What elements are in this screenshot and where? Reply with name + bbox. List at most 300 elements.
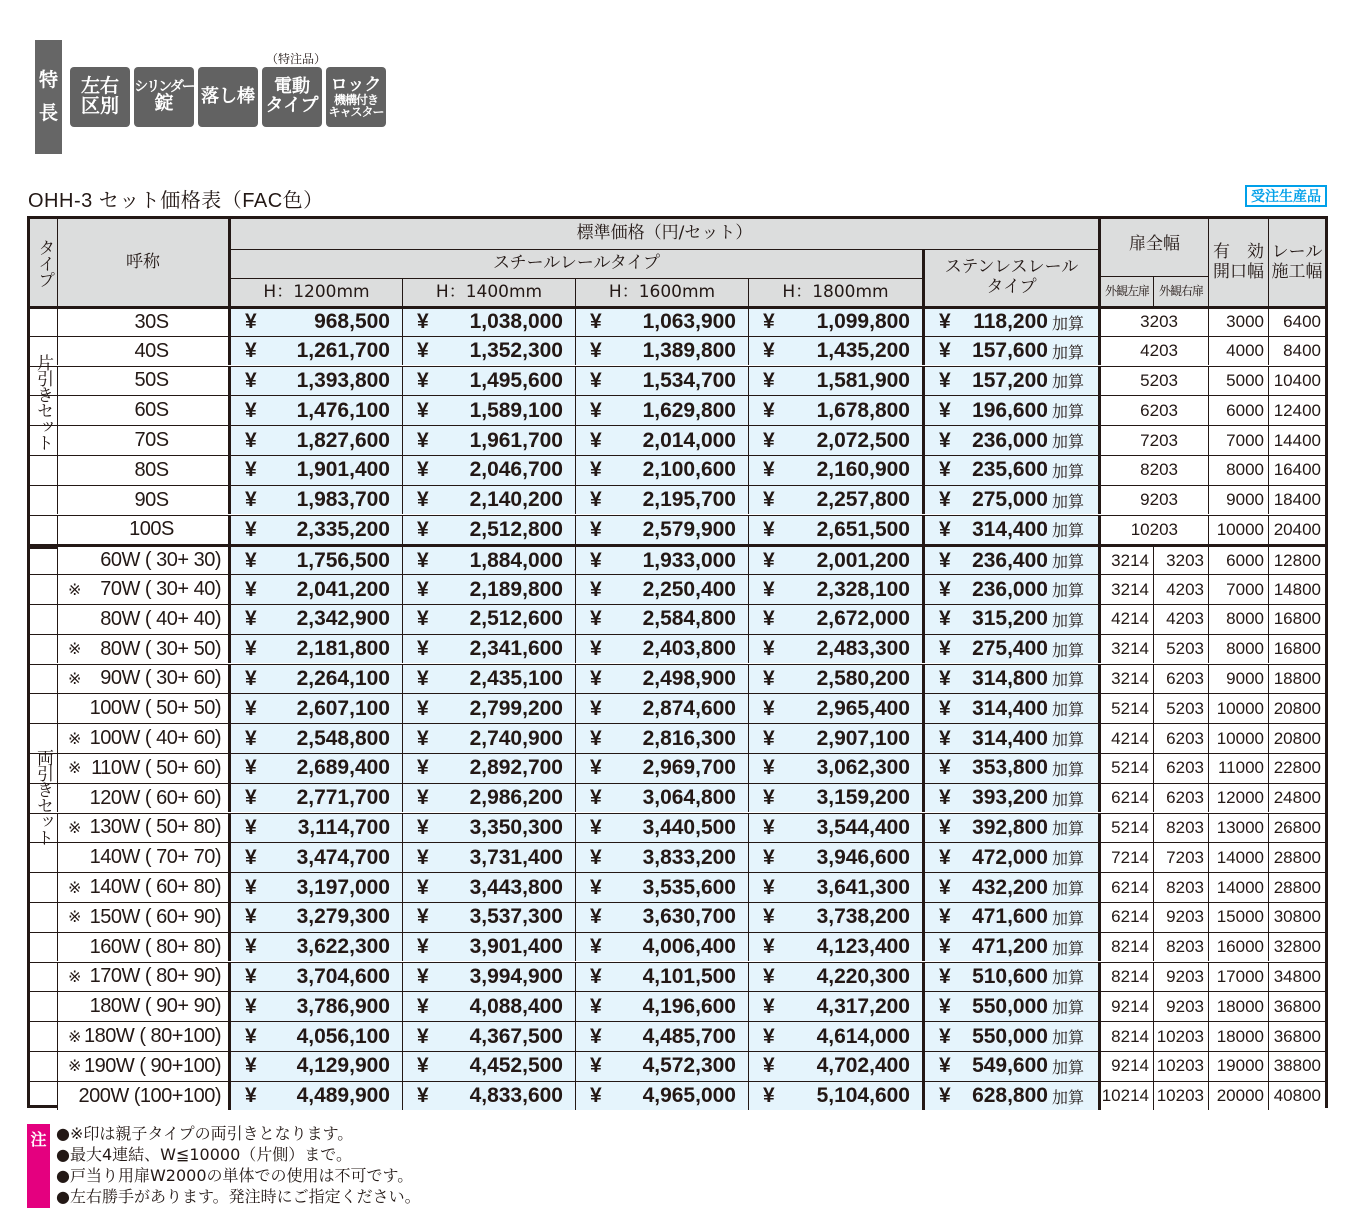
row-name-text: 170W ( 80+ 90)	[89, 965, 221, 988]
table-row	[30, 336, 1325, 366]
feature-text: 電動	[273, 76, 310, 98]
opening-width: 10000	[1208, 724, 1268, 753]
yen-symbol: ¥	[939, 458, 951, 482]
yen-symbol: ¥	[939, 577, 951, 601]
door-right-width: 6203	[1153, 724, 1208, 753]
opening-width: 11000	[1208, 754, 1268, 783]
row-name	[57, 992, 231, 1021]
yen-symbol: ¥	[417, 994, 429, 1018]
price-h1200	[228, 426, 402, 455]
feature-text: 区別	[80, 95, 119, 117]
table-row	[30, 395, 1325, 425]
yen-symbol: ¥	[763, 517, 775, 541]
price-value: 1,961,700	[469, 428, 563, 452]
yen-symbol: ¥	[245, 815, 257, 839]
price-value: 1,261,700	[296, 339, 390, 363]
row-name	[57, 724, 231, 753]
opening-width: 6000	[1208, 396, 1268, 425]
yen-symbol: ¥	[590, 398, 602, 422]
price-value: 4,614,000	[816, 1024, 910, 1048]
yen-symbol: ¥	[590, 637, 602, 661]
yen-symbol: ¥	[590, 726, 602, 750]
price-value: 4,101,500	[642, 964, 736, 988]
price-h1400	[402, 1052, 575, 1081]
yen-symbol: ¥	[590, 666, 602, 690]
price-value: 3,197,000	[296, 875, 390, 899]
header-steel-rail: スチールレールタイプ	[228, 250, 922, 279]
features-label-char: 特	[38, 69, 58, 91]
price-value: 1,827,600	[296, 428, 390, 452]
yen-symbol: ¥	[417, 339, 429, 363]
price-value: 2,969,700	[642, 756, 736, 780]
table-row	[30, 783, 1325, 813]
header-name: 呼称	[57, 219, 228, 306]
yen-symbol: ¥	[763, 845, 775, 869]
table-row	[30, 634, 1325, 664]
row-name	[57, 605, 231, 634]
price-h1800	[748, 665, 922, 694]
door-right-width: 3203	[1153, 547, 1208, 574]
door-left-width: 6214	[1098, 784, 1153, 813]
price-h1400	[402, 635, 575, 664]
features-label-char: 長	[38, 102, 58, 124]
table-row	[30, 366, 1325, 396]
row-name-text: 120W ( 60+ 60)	[89, 786, 221, 809]
price-stainless-add	[922, 903, 1098, 932]
row-name	[57, 814, 231, 843]
row-name	[57, 843, 231, 872]
yen-symbol: ¥	[245, 756, 257, 780]
table-row	[30, 932, 1325, 962]
price-h1800	[748, 367, 922, 396]
note-item: ●※印は親子タイプの両引きとなります。	[56, 1124, 354, 1143]
price-value: 1,476,100	[296, 398, 390, 422]
price-value: 2,584,800	[642, 607, 736, 631]
price-value: 4,088,400	[469, 994, 563, 1018]
yen-symbol: ¥	[939, 488, 951, 512]
yen-symbol: ¥	[417, 756, 429, 780]
price-value: 235,600	[972, 458, 1048, 482]
price-h1200	[228, 337, 402, 366]
row-name	[57, 309, 231, 336]
parent-child-mark: ※	[68, 730, 81, 748]
header-h1800: H：1800mm	[748, 279, 922, 306]
rail-width: 8400	[1268, 337, 1325, 366]
price-stainless-add	[922, 605, 1098, 634]
yen-symbol: ¥	[245, 577, 257, 601]
row-name-text: 70W ( 30+ 40)	[100, 578, 221, 601]
price-value: 1,063,900	[642, 310, 736, 334]
yen-symbol: ¥	[939, 1084, 951, 1108]
price-value: 3,474,700	[296, 845, 390, 869]
price-value: 1,983,700	[296, 488, 390, 512]
price-value: 2,907,100	[816, 726, 910, 750]
price-value: 2,651,500	[816, 517, 910, 541]
yen-symbol: ¥	[417, 666, 429, 690]
yen-symbol: ¥	[763, 1084, 775, 1108]
yen-symbol: ¥	[763, 905, 775, 929]
price-value: 2,435,100	[469, 666, 563, 690]
row-name	[57, 337, 231, 366]
price-h1200	[228, 992, 402, 1021]
add-label: 加算	[1051, 1089, 1084, 1107]
yen-symbol: ¥	[763, 607, 775, 631]
table-row	[30, 664, 1325, 694]
opening-width: 17000	[1208, 963, 1268, 992]
yen-symbol: ¥	[245, 637, 257, 661]
price-h1400	[402, 1082, 575, 1111]
yen-symbol: ¥	[417, 696, 429, 720]
rail-width: 26800	[1268, 814, 1325, 843]
yen-symbol: ¥	[245, 845, 257, 869]
yen-symbol: ¥	[245, 994, 257, 1018]
price-value: 1,629,800	[642, 398, 736, 422]
rail-width: 20800	[1268, 694, 1325, 723]
yen-symbol: ¥	[245, 458, 257, 482]
door-right-width: 10203	[1153, 1052, 1208, 1081]
price-stainless-add	[922, 873, 1098, 902]
yen-symbol: ¥	[245, 548, 257, 572]
price-h1400	[402, 605, 575, 634]
price-value: 2,498,900	[642, 666, 736, 690]
yen-symbol: ¥	[939, 964, 951, 988]
header-stainless-rail	[922, 250, 1098, 306]
rail-width: 40800	[1268, 1082, 1325, 1111]
table-row	[30, 723, 1325, 753]
row-name	[57, 873, 231, 902]
door-right-width: 6203	[1153, 784, 1208, 813]
price-value: 2,140,200	[469, 488, 563, 512]
opening-width: 5000	[1208, 367, 1268, 396]
price-value: 4,317,200	[816, 994, 910, 1018]
yen-symbol: ¥	[245, 368, 257, 392]
door-width: 10203	[1098, 516, 1208, 545]
door-left-width: 3214	[1098, 547, 1153, 574]
opening-width: 18000	[1208, 992, 1268, 1021]
yen-symbol: ¥	[417, 637, 429, 661]
add-label: 加算	[1051, 554, 1084, 572]
yen-symbol: ¥	[417, 935, 429, 959]
price-value: 2,579,900	[642, 517, 736, 541]
door-left-width: 3214	[1098, 575, 1153, 604]
row-name-text: 200W (100+100)	[78, 1084, 221, 1107]
yen-symbol: ¥	[245, 1084, 257, 1108]
price-value: 353,800	[972, 756, 1048, 780]
price-h1600	[575, 814, 748, 843]
yen-symbol: ¥	[417, 458, 429, 482]
row-name-text: 80S	[134, 458, 169, 481]
opening-width: 6000	[1208, 547, 1268, 574]
price-h1600	[575, 456, 748, 485]
opening-width: 13000	[1208, 814, 1268, 843]
yen-symbol: ¥	[590, 577, 602, 601]
feature-text: タイプ	[265, 95, 319, 116]
opening-width: 12000	[1208, 784, 1268, 813]
price-value: 4,129,900	[296, 1054, 390, 1078]
features-label	[35, 40, 62, 154]
add-label: 加算	[1051, 881, 1084, 899]
door-right-width: 4203	[1153, 575, 1208, 604]
yen-symbol: ¥	[245, 935, 257, 959]
price-h1400	[402, 754, 575, 783]
rail-width: 12800	[1268, 547, 1325, 574]
price-stainless-add	[922, 1022, 1098, 1051]
yen-symbol: ¥	[763, 548, 775, 572]
door-left-width: 5214	[1098, 694, 1153, 723]
yen-symbol: ¥	[763, 1054, 775, 1078]
feature-text: 錠	[154, 92, 174, 115]
price-h1800	[748, 1082, 922, 1111]
price-stainless-add	[922, 575, 1098, 604]
price-h1600	[575, 516, 748, 545]
header-text: ステンレスレール	[944, 257, 1079, 278]
price-h1200	[228, 367, 402, 396]
price-h1600	[575, 992, 748, 1021]
opening-width: 8000	[1208, 605, 1268, 634]
door-left-width: 3214	[1098, 665, 1153, 694]
add-label: 加算	[1051, 434, 1084, 452]
price-h1600	[575, 367, 748, 396]
rail-width: 30800	[1268, 903, 1325, 932]
price-value: 2,799,200	[469, 696, 563, 720]
add-label: 加算	[1051, 642, 1084, 660]
price-value: 3,114,700	[297, 815, 390, 839]
door-left-width: 5214	[1098, 814, 1153, 843]
yen-symbol: ¥	[939, 875, 951, 899]
price-h1600	[575, 933, 748, 962]
group-label: 両引きセット	[33, 749, 53, 845]
price-value: 1,884,000	[469, 548, 563, 572]
price-h1600	[575, 1052, 748, 1081]
price-h1800	[748, 754, 922, 783]
price-h1600	[575, 724, 748, 753]
yen-symbol: ¥	[417, 368, 429, 392]
yen-symbol: ¥	[590, 756, 602, 780]
add-label: 加算	[1051, 523, 1084, 541]
price-h1200	[228, 694, 402, 723]
price-value: 432,200	[972, 875, 1048, 899]
yen-symbol: ¥	[245, 1054, 257, 1078]
row-name	[57, 396, 231, 425]
header-door-width: 扉全幅	[1098, 219, 1208, 277]
add-label: 加算	[1051, 463, 1084, 481]
feature-text: 落し棒	[201, 85, 255, 107]
price-value: 2,740,900	[469, 726, 563, 750]
price-h1200	[228, 665, 402, 694]
yen-symbol: ¥	[939, 398, 951, 422]
row-name	[57, 486, 231, 515]
rail-width: 36800	[1268, 1022, 1325, 1051]
price-stainless-add	[922, 309, 1098, 336]
yen-symbol: ¥	[417, 1084, 429, 1108]
rail-width: 16800	[1268, 605, 1325, 634]
row-name-text: 150W ( 60+ 90)	[89, 905, 221, 928]
price-stainless-add	[922, 547, 1098, 574]
yen-symbol: ¥	[939, 428, 951, 452]
group-label: 片引きセット	[33, 354, 53, 450]
price-value: 2,607,100	[296, 696, 390, 720]
row-name	[57, 694, 231, 723]
yen-symbol: ¥	[590, 935, 602, 959]
rail-width: 28800	[1268, 843, 1325, 872]
add-label: 加算	[1051, 1030, 1084, 1048]
price-value: 2,965,400	[816, 696, 910, 720]
price-value: 4,056,100	[296, 1024, 390, 1048]
door-right-width: 9203	[1153, 992, 1208, 1021]
price-h1600	[575, 396, 748, 425]
row-name	[57, 367, 231, 396]
row-name	[57, 1082, 231, 1111]
opening-width: 14000	[1208, 843, 1268, 872]
yen-symbol: ¥	[417, 428, 429, 452]
price-value: 3,738,200	[816, 905, 910, 929]
table-row	[30, 544, 1325, 574]
door-right-width: 9203	[1153, 903, 1208, 932]
feature-text: 左右	[80, 75, 119, 98]
yen-symbol: ¥	[939, 726, 951, 750]
rail-width: 10400	[1268, 367, 1325, 396]
table-row	[30, 306, 1325, 336]
add-label: 加算	[1051, 970, 1084, 988]
price-value: 4,833,600	[469, 1084, 563, 1108]
rail-width: 32800	[1268, 933, 1325, 962]
header-opening-width	[1208, 219, 1268, 306]
table-row	[30, 693, 1325, 723]
add-label: 加算	[1051, 821, 1084, 839]
parent-child-mark: ※	[68, 968, 81, 986]
row-name-text: 160W ( 80+ 80)	[89, 935, 221, 958]
price-h1800	[748, 635, 922, 664]
price-h1600	[575, 337, 748, 366]
price-h1400	[402, 873, 575, 902]
price-value: 2,264,100	[296, 666, 390, 690]
price-h1800	[748, 605, 922, 634]
door-right-width: 6203	[1153, 665, 1208, 694]
yen-symbol: ¥	[590, 905, 602, 929]
price-value: 1,393,800	[296, 368, 390, 392]
yen-symbol: ¥	[590, 994, 602, 1018]
price-stainless-add	[922, 665, 1098, 694]
rail-width: 12400	[1268, 396, 1325, 425]
price-value: 2,072,500	[816, 428, 910, 452]
price-value: 157,600	[972, 339, 1048, 363]
price-value: 1,534,700	[642, 368, 736, 392]
add-label: 加算	[1051, 851, 1084, 869]
price-value: 1,933,000	[642, 548, 736, 572]
price-value: 628,800	[972, 1084, 1048, 1108]
feature-text: キャスター	[328, 104, 384, 119]
row-name-text: 180W ( 90+ 90)	[89, 995, 221, 1018]
yen-symbol: ¥	[590, 845, 602, 869]
price-value: 3,786,900	[296, 994, 390, 1018]
price-h1600	[575, 486, 748, 515]
yen-symbol: ¥	[417, 548, 429, 572]
price-h1600	[575, 309, 748, 336]
price-h1800	[748, 575, 922, 604]
yen-symbol: ¥	[763, 368, 775, 392]
price-value: 5,104,600	[816, 1084, 910, 1108]
header-text: 施工幅	[1271, 261, 1323, 282]
add-label: 加算	[1051, 344, 1084, 362]
price-stainless-add	[922, 843, 1098, 872]
add-label: 加算	[1051, 493, 1084, 511]
add-label: 加算	[1051, 940, 1084, 958]
row-name	[57, 784, 231, 813]
yen-symbol: ¥	[590, 607, 602, 631]
price-value: 2,335,200	[296, 517, 390, 541]
add-label: 加算	[1051, 315, 1084, 333]
yen-symbol: ¥	[590, 875, 602, 899]
notes-list	[56, 1123, 421, 1207]
door-left-width: 5214	[1098, 754, 1153, 783]
price-value: 472,000	[972, 845, 1048, 869]
price-h1600	[575, 635, 748, 664]
price-value: 2,257,800	[816, 488, 910, 512]
opening-width: 8000	[1208, 456, 1268, 485]
price-value: 1,038,000	[469, 310, 563, 334]
opening-width: 8000	[1208, 635, 1268, 664]
add-label: 加算	[1051, 910, 1084, 928]
table-row	[30, 842, 1325, 872]
price-h1200	[228, 903, 402, 932]
note-item: ●左右勝手があります。発注時にご指定ください。	[56, 1187, 421, 1206]
price-h1400	[402, 547, 575, 574]
price-value: 2,874,600	[642, 696, 736, 720]
price-value: 236,400	[972, 548, 1048, 572]
rail-width: 6400	[1268, 309, 1325, 336]
price-value: 2,403,800	[642, 637, 736, 661]
price-h1600	[575, 843, 748, 872]
add-label: 加算	[1051, 732, 1084, 750]
yen-symbol: ¥	[590, 1054, 602, 1078]
row-name-text: 100W ( 50+ 50)	[89, 697, 221, 720]
price-h1200	[228, 1022, 402, 1051]
parent-child-mark: ※	[68, 879, 81, 897]
price-stainless-add	[922, 754, 1098, 783]
parent-child-mark: ※	[68, 670, 81, 688]
yen-symbol: ¥	[763, 935, 775, 959]
price-h1200	[228, 547, 402, 574]
header-rail-width	[1268, 219, 1325, 306]
header-standard-price: 標準価格（円/セット）	[228, 219, 1098, 250]
price-h1800	[748, 547, 922, 574]
price-value: 2,483,300	[816, 637, 910, 661]
price-h1400	[402, 903, 575, 932]
price-h1400	[402, 426, 575, 455]
yen-symbol: ¥	[939, 696, 951, 720]
yen-symbol: ¥	[245, 666, 257, 690]
price-stainless-add	[922, 724, 1098, 753]
yen-symbol: ¥	[939, 310, 951, 334]
price-value: 3,159,200	[816, 786, 910, 810]
rail-width: 18800	[1268, 665, 1325, 694]
price-stainless-add	[922, 992, 1098, 1021]
yen-symbol: ¥	[245, 905, 257, 929]
table-row	[30, 872, 1325, 902]
price-value: 2,195,700	[642, 488, 736, 512]
price-value: 2,689,400	[296, 756, 390, 780]
price-h1800	[748, 1022, 922, 1051]
yen-symbol: ¥	[590, 458, 602, 482]
door-left-width: 9214	[1098, 1052, 1153, 1081]
yen-symbol: ¥	[245, 786, 257, 810]
price-h1400	[402, 963, 575, 992]
yen-symbol: ¥	[939, 815, 951, 839]
door-width: 7203	[1098, 426, 1208, 455]
door-width: 4203	[1098, 337, 1208, 366]
price-h1200	[228, 754, 402, 783]
price-h1400	[402, 575, 575, 604]
